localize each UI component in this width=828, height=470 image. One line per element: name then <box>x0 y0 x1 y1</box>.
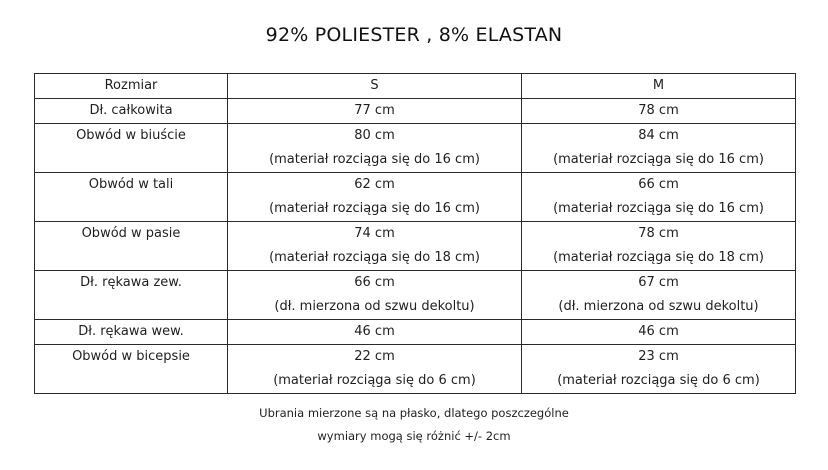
cell-value: 22 cm <box>354 349 395 364</box>
row-label: Obwód w tali <box>35 173 228 222</box>
cell-note: (materiał rozciąga się do 16 cm) <box>269 201 480 216</box>
table-row <box>35 222 796 271</box>
cell-s <box>228 271 522 320</box>
cell-s <box>228 222 522 271</box>
cell-note: (materiał rozciąga się do 16 cm) <box>269 152 480 167</box>
cell-s <box>228 124 522 173</box>
row-label: Dł. rękawa wew. <box>35 320 228 345</box>
cell-note: (dł. mierzona od szwu dekoltu) <box>558 299 759 314</box>
cell-s <box>228 320 522 345</box>
cell-value: 46 cm <box>354 324 395 339</box>
note-line: wymiary mogą się różnić +/- 2cm <box>317 429 511 443</box>
table-row <box>35 345 796 394</box>
cell-value: 77 cm <box>354 103 395 118</box>
measurement-note <box>0 402 828 448</box>
cell-s <box>228 173 522 222</box>
header-s: S <box>228 74 522 99</box>
cell-note: (materiał rozciąga się do 18 cm) <box>269 250 480 265</box>
cell-m <box>522 271 796 320</box>
cell-m <box>522 222 796 271</box>
cell-s <box>228 345 522 394</box>
row-label: Obwód w bicepsie <box>35 345 228 394</box>
cell-note: (materiał rozciąga się do 18 cm) <box>553 250 764 265</box>
row-label: Obwód w biuście <box>35 124 228 173</box>
cell-value: 62 cm <box>354 177 395 192</box>
cell-value: 66 cm <box>638 177 679 192</box>
cell-m <box>522 124 796 173</box>
cell-s <box>228 99 522 124</box>
table-row <box>35 124 796 173</box>
header-size: Rozmiar <box>35 74 228 99</box>
page-title: 92% POLIESTER , 8% ELASTAN <box>265 24 563 46</box>
table-row <box>35 173 796 222</box>
cell-value: 66 cm <box>354 275 395 290</box>
cell-value: 67 cm <box>638 275 679 290</box>
table-row <box>35 320 796 345</box>
cell-note: (materiał rozciąga się do 6 cm) <box>557 373 760 388</box>
cell-value: 23 cm <box>638 349 679 364</box>
table-row <box>35 271 796 320</box>
row-label: Obwód w pasie <box>35 222 228 271</box>
header-m: M <box>522 74 796 99</box>
cell-value: 80 cm <box>354 128 395 143</box>
cell-note: (dł. mierzona od szwu dekoltu) <box>274 299 475 314</box>
cell-value: 78 cm <box>638 226 679 241</box>
cell-note: (materiał rozciąga się do 16 cm) <box>553 201 764 216</box>
row-label: Dł. rękawa zew. <box>35 271 228 320</box>
size-table <box>34 73 796 394</box>
table-row <box>35 99 796 124</box>
row-label: Dł. całkowita <box>35 99 228 124</box>
cell-m <box>522 173 796 222</box>
table-header-row <box>35 74 796 99</box>
cell-value: 84 cm <box>638 128 679 143</box>
cell-value: 46 cm <box>638 324 679 339</box>
cell-value: 74 cm <box>354 226 395 241</box>
cell-note: (materiał rozciąga się do 16 cm) <box>553 152 764 167</box>
cell-m <box>522 320 796 345</box>
cell-value: 78 cm <box>638 103 679 118</box>
cell-note: (materiał rozciąga się do 6 cm) <box>273 373 476 388</box>
cell-m <box>522 99 796 124</box>
cell-m <box>522 345 796 394</box>
note-line: Ubrania mierzone są na płasko, dlatego poszczególne <box>259 406 569 420</box>
